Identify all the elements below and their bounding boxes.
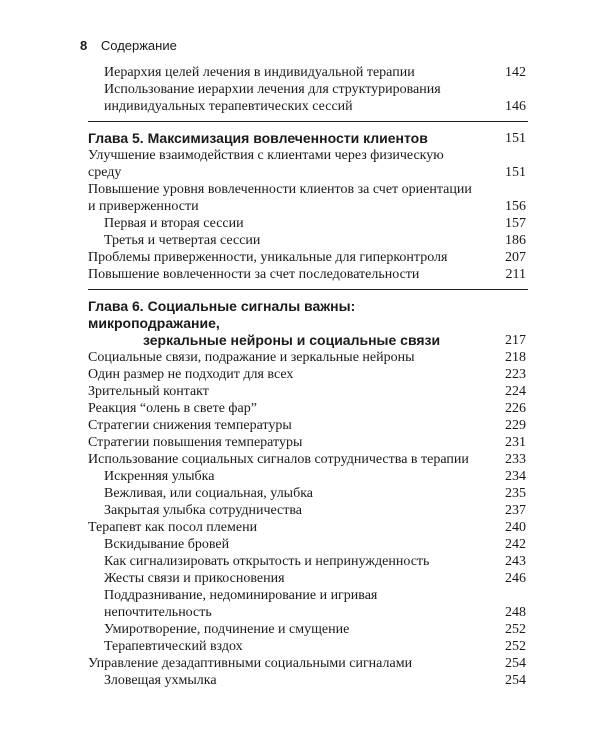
- toc-subentry[interactable]: [88, 672, 528, 689]
- toc-subentry[interactable]: [88, 215, 528, 232]
- entry-page-number: 211: [505, 267, 526, 282]
- entry-page-number: 229: [505, 418, 526, 433]
- entry-page-number: 224: [505, 384, 526, 399]
- entry-page-number: 252: [505, 622, 526, 637]
- entry-title: Зрительный контакт: [88, 384, 209, 399]
- toc-subentry[interactable]: [88, 468, 528, 485]
- entry-page-number: 242: [505, 537, 526, 552]
- page-header: [80, 38, 177, 53]
- entry-title: Жесты связи и прикосновения: [104, 571, 285, 586]
- toc-subentry[interactable]: [88, 638, 528, 655]
- chapter-divider: [88, 121, 528, 122]
- entry-title: Проблемы приверженности, уникальные для гиперконтроля: [88, 250, 448, 265]
- toc-entry[interactable]: [88, 366, 528, 383]
- chapter-title-line2: зеркальные нейроны и социальные связи: [143, 332, 441, 348]
- entry-page-number: 207: [505, 250, 526, 265]
- entry-page-number: 231: [505, 435, 526, 450]
- toc-entry[interactable]: [88, 451, 528, 468]
- entry-page-number: 223: [505, 367, 526, 382]
- entry-page-number: 237: [505, 503, 526, 518]
- toc-subentry[interactable]: [88, 553, 528, 570]
- entry-title: Повышение уровня вовлеченности клиентов за счет ориентации и приверженности: [88, 182, 472, 214]
- toc-entry[interactable]: [88, 434, 528, 451]
- entry-title: Вежливая, или социальная, улыбка: [104, 486, 314, 501]
- chapter-divider: [88, 289, 528, 290]
- entry-page-number: 218: [505, 350, 526, 365]
- toc-subentry[interactable]: [88, 536, 528, 553]
- entry-page-number: 240: [505, 520, 526, 535]
- entry-title: Терапевтический вздох: [104, 639, 243, 654]
- toc-entry[interactable]: [88, 417, 528, 434]
- entry-title: Терапевт как посол племени: [88, 520, 258, 535]
- chapter-title-line1: Глава 6. Социальные сигналы важны: микроподражание,: [88, 298, 356, 331]
- entry-page-number: 146: [505, 99, 526, 114]
- toc-subentry[interactable]: [88, 64, 528, 81]
- toc-entry[interactable]: [88, 147, 528, 181]
- page-number: 8: [80, 38, 88, 53]
- toc-subentry[interactable]: [88, 81, 528, 115]
- toc-entry[interactable]: [88, 400, 528, 417]
- toc-subentry[interactable]: [88, 570, 528, 587]
- entry-page-number: 151: [505, 165, 526, 180]
- entry-title: Улучшение взаимодействия с клиентами через физическую среду: [88, 148, 444, 180]
- entry-page-number: 142: [505, 65, 526, 80]
- toc-entry[interactable]: [88, 655, 528, 672]
- entry-title: Стратегии снижения температуры: [88, 418, 292, 433]
- entry-title: Третья и четвертая сессии: [104, 233, 261, 248]
- toc-entry[interactable]: [88, 249, 528, 266]
- toc-subentry[interactable]: [88, 485, 528, 502]
- entry-title: Умиротворение, подчинение и смущение: [104, 622, 350, 637]
- chapter-page-number: 151: [505, 131, 526, 146]
- entry-title: Стратегии повышения температуры: [88, 435, 303, 450]
- entry-title: Первая и вторая сессии: [104, 216, 244, 231]
- entry-title: Искренняя улыбка: [104, 469, 215, 484]
- table-of-contents: [88, 64, 528, 689]
- toc-subentry[interactable]: [88, 621, 528, 638]
- entry-page-number: 156: [505, 199, 526, 214]
- entry-title: Повышение вовлеченности за счет последовательности: [88, 267, 420, 282]
- entry-title: Управление дезадаптивными социальными сигналами: [88, 656, 413, 671]
- entry-title: Один размер не подходит для всех: [88, 367, 294, 382]
- entry-title: Вскидывание бровей: [104, 537, 230, 552]
- entry-title: Зловещая ухмылка: [104, 673, 217, 688]
- entry-title: Поддразнивание, недоминирование и игривая непочтительность: [104, 588, 378, 620]
- toc-entry[interactable]: [88, 383, 528, 400]
- entry-title: Как сигнализировать открытость и непринужденность: [104, 554, 430, 569]
- entry-page-number: 235: [505, 486, 526, 501]
- entry-page-number: 234: [505, 469, 526, 484]
- entry-page-number: 248: [505, 605, 526, 620]
- entry-title: Использование социальных сигналов сотрудничества в терапии: [88, 452, 469, 467]
- entry-page-number: 157: [505, 216, 526, 231]
- toc-entry[interactable]: [88, 519, 528, 536]
- toc-subentry[interactable]: [88, 587, 528, 621]
- toc-entry[interactable]: [88, 266, 528, 283]
- entry-page-number: 252: [505, 639, 526, 654]
- entry-page-number: 226: [505, 401, 526, 416]
- toc-entry[interactable]: [88, 349, 528, 366]
- toc-subentry[interactable]: [88, 502, 528, 519]
- chapter-heading[interactable]: [88, 130, 528, 147]
- entry-title: Иерархия целей лечения в индивидуальной терапии: [104, 65, 415, 80]
- entry-title: Реакция “олень в свете фар”: [88, 401, 257, 416]
- running-title: Содержание: [100, 38, 177, 53]
- chapter-heading[interactable]: [88, 298, 528, 349]
- entry-page-number: 254: [505, 673, 526, 688]
- toc-subentry[interactable]: [88, 232, 528, 249]
- entry-page-number: 246: [505, 571, 526, 586]
- entry-title: Использование иерархии лечения для структурирования индивидуальных терапевтических сессий: [104, 82, 441, 114]
- entry-page-number: 186: [505, 233, 526, 248]
- chapter-title-line1: Глава 5. Максимизация вовлеченности клиентов: [88, 130, 428, 146]
- entry-title: Социальные связи, подражание и зеркальные нейроны: [88, 350, 415, 365]
- entry-page-number: 233: [505, 452, 526, 467]
- entry-title: Закрытая улыбка сотрудничества: [104, 503, 303, 518]
- chapter-page-number: 217: [505, 333, 526, 348]
- toc-entry[interactable]: [88, 181, 528, 215]
- entry-page-number: 254: [505, 656, 526, 671]
- entry-page-number: 243: [505, 554, 526, 569]
